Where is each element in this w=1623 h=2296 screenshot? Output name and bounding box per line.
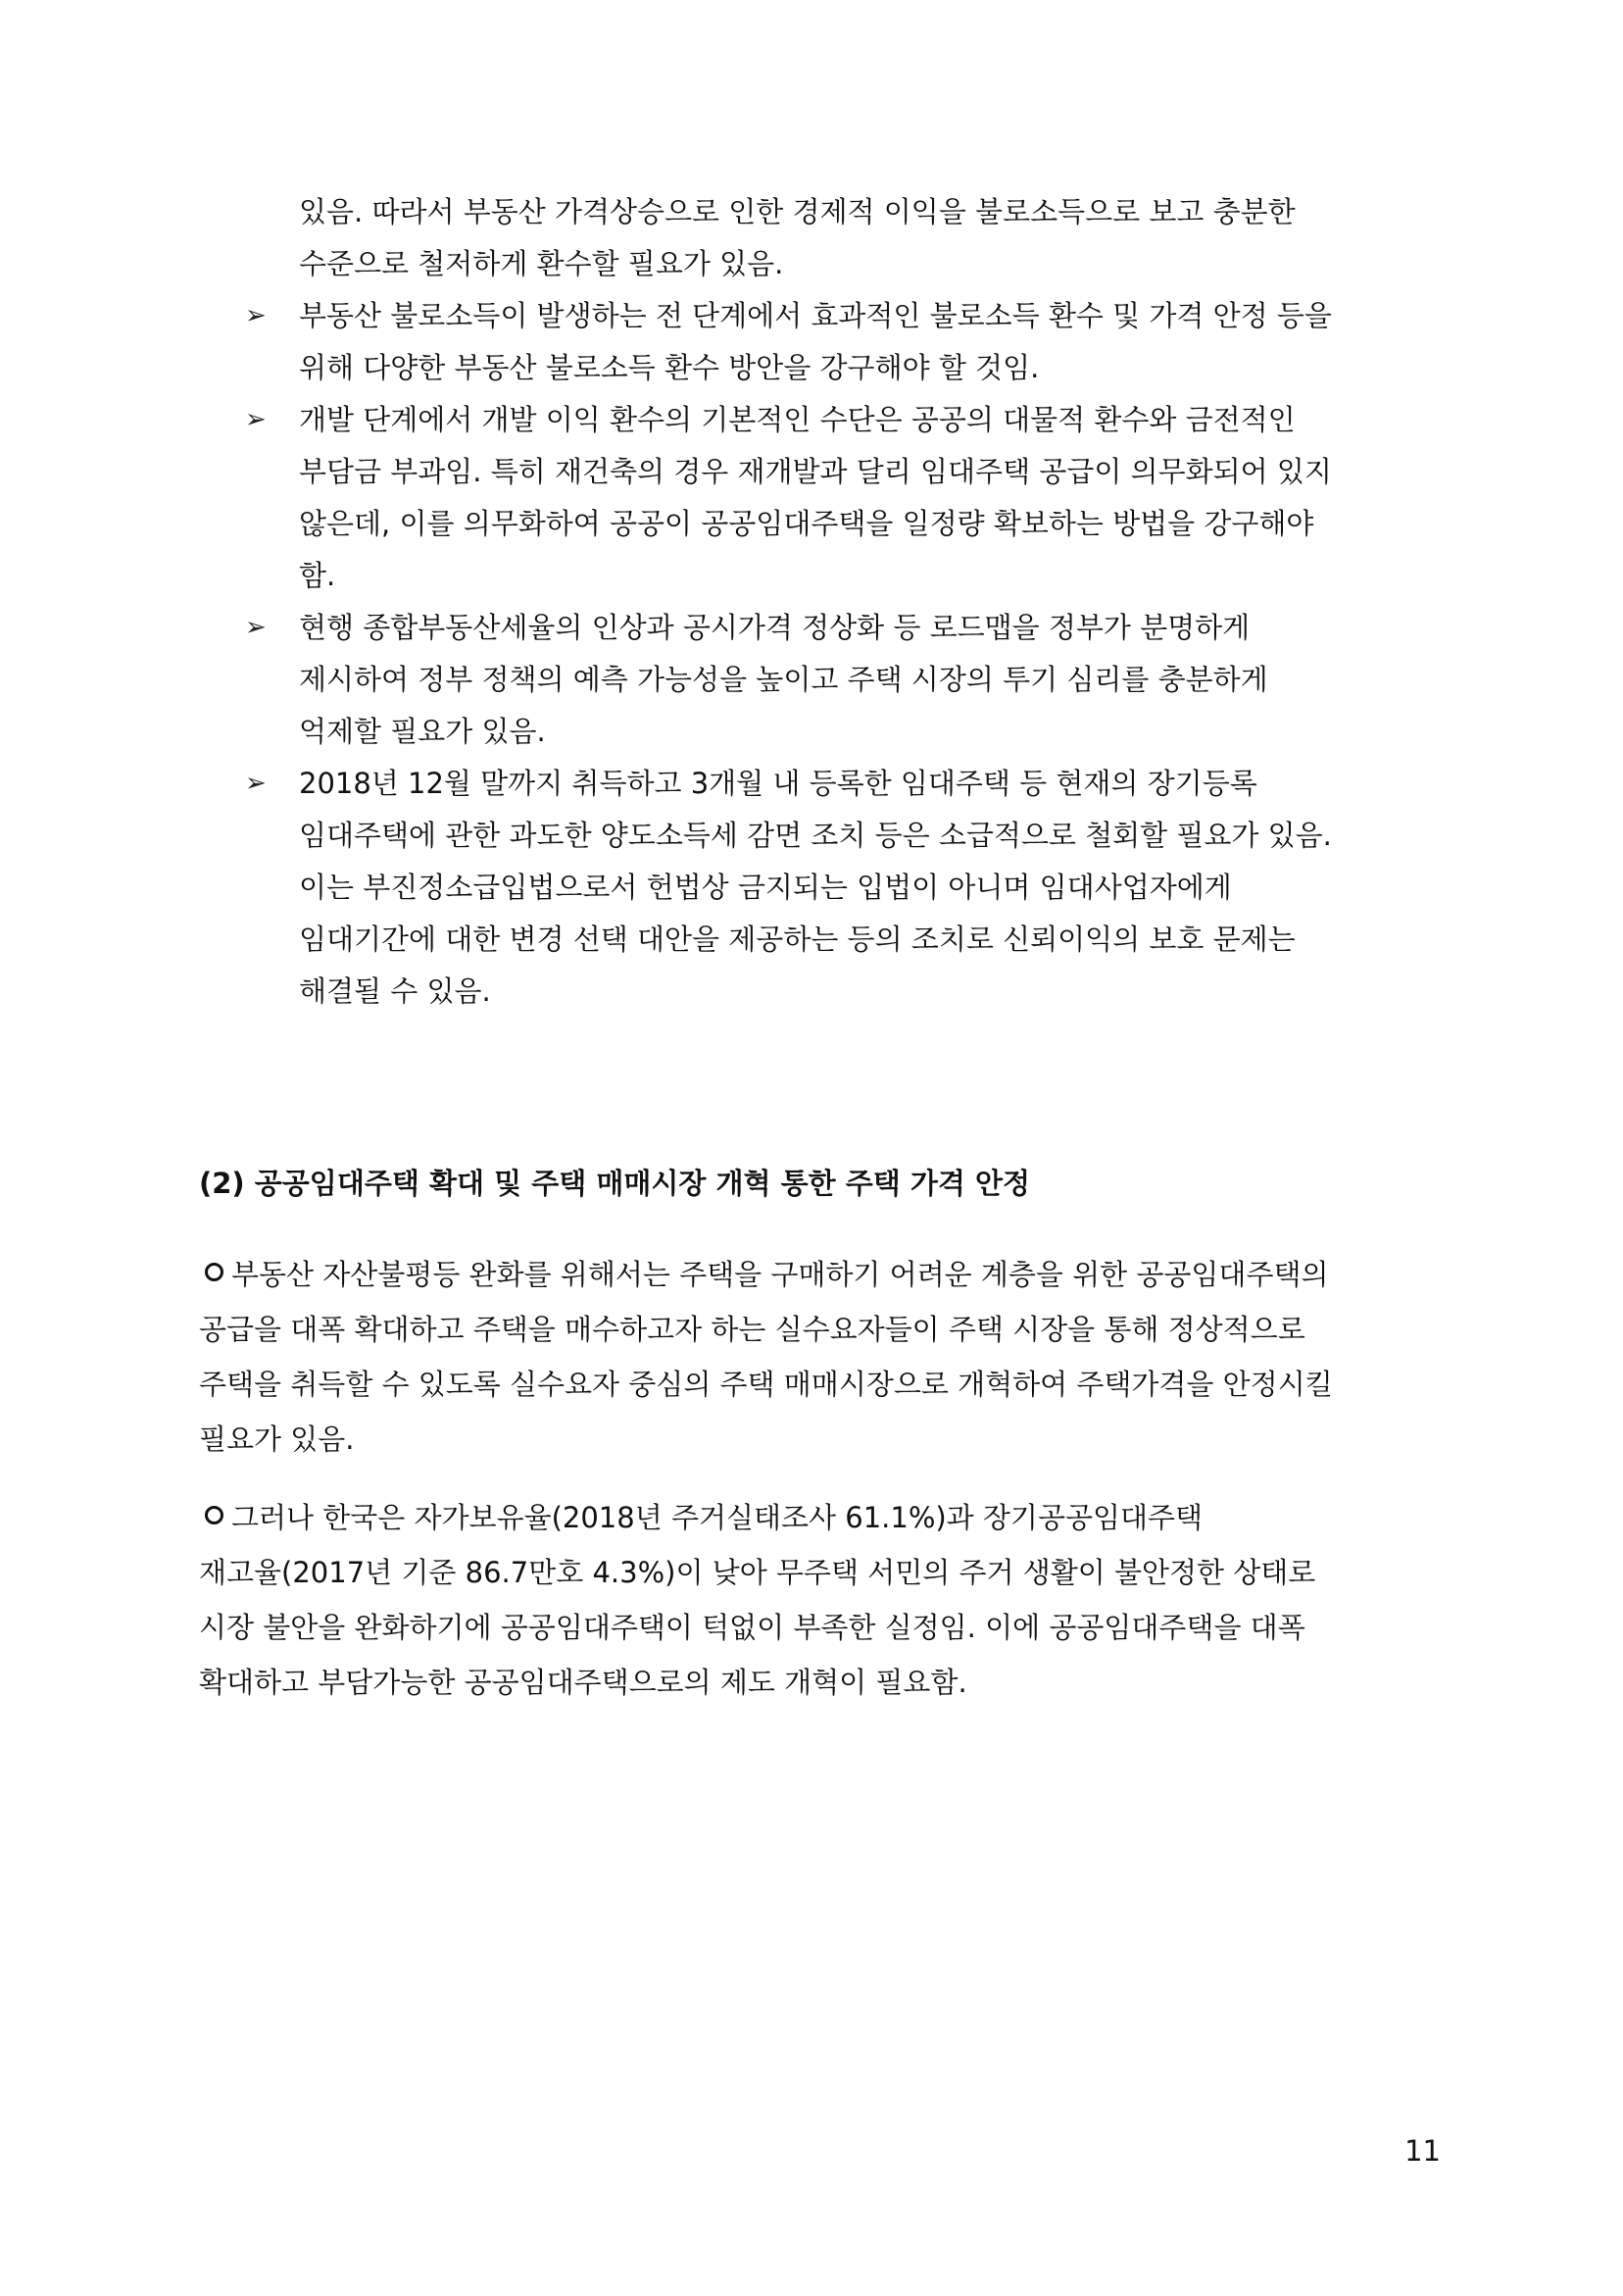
text-line: 함.: [299, 559, 336, 592]
circle-bullet-icon: [205, 1263, 223, 1281]
text-line: 임대주택에 관한 과도한 양도소득세 감면 조치 등은 소급적으로 철회할 필요가 있음.: [299, 819, 1332, 852]
arrow-bullet-icon: ➢: [245, 613, 267, 642]
bullet-item: [245, 758, 1436, 1018]
text-line: 재고율(2017년 기준 86.7만호 4.3%)이 낮아 무주택 서민의 주거 생활이 불안정한 상태로: [199, 1556, 1316, 1589]
bullet-item: [245, 290, 1436, 394]
text-line: 2018년 12월 말까지 취득하고 3개월 내 등록한 임대주택 등 현재의 장기등록: [299, 767, 1257, 800]
bullet-item: [245, 602, 1436, 758]
arrow-bullet-icon: ➢: [245, 405, 267, 434]
section-heading: (2) 공공임대주택 확대 및 주택 매매시장 개혁 통한 주택 가격 안정: [199, 1167, 1030, 1200]
page-number: 11: [1404, 2134, 1441, 2168]
text-span: 그러나 한국은 자가보유율(2018년 주거실태조사 61.1%)과 장기공공임대주택: [231, 1501, 1204, 1534]
continuation-text: [299, 186, 1436, 290]
text-line: 이는 부진정소급입법으로서 헌법상 금지되는 입법이 아니며 임대사업자에게: [299, 871, 1232, 904]
text-line: 않은데, 이를 의무화하여 공공이 공공임대주택을 일정량 확보하는 방법을 강구해야: [299, 507, 1314, 540]
text-line: 제시하여 정부 정책의 예측 가능성을 높이고 주택 시장의 투기 심리를 충분하게: [299, 663, 1268, 696]
text-line: 부동산 불로소득이 발생하는 전 단계에서 효과적인 불로소득 환수 및 가격 안정 등을: [299, 299, 1332, 332]
paragraph: [199, 1490, 1436, 1710]
circle-bullet-icon: [205, 1506, 223, 1524]
text-line: 수준으로 철저하게 환수할 필요가 있음.: [299, 247, 784, 280]
text-line: 임대기간에 대한 변경 선택 대안을 제공하는 등의 조치로 신뢰이익의 보호 문제는: [299, 923, 1296, 956]
text-line: 공급을 대폭 확대하고 주택을 매수하고자 하는 실수요자들이 주택 시장을 통해 정상적으로: [199, 1313, 1305, 1346]
text-span: 부동산 자산불평등 완화를 위해서는 주택을 구매하기 어려운 계층을 위한 공공임대주택의: [231, 1258, 1329, 1291]
text-line: 현행 종합부동산세율의 인상과 공시가격 정상화 등 로드맵을 정부가 분명하게: [299, 611, 1251, 644]
text-line: [199, 1247, 1436, 1302]
bullet-list: [245, 290, 1436, 1018]
arrow-bullet-icon: ➢: [245, 301, 267, 330]
bullet-item: [245, 394, 1436, 602]
text-line: 개발 단계에서 개발 이익 환수의 기본적인 수단은 공공의 대물적 환수와 금전적인: [299, 403, 1296, 436]
text-line: 확대하고 부담가능한 공공임대주택으로의 제도 개혁이 필요함.: [199, 1666, 967, 1699]
text-line: 위해 다양한 부동산 불로소득 환수 방안을 강구해야 할 것임.: [299, 351, 1040, 384]
text-line: 시장 불안을 완화하기에 공공임대주택이 턱없이 부족한 실정임. 이에 공공임대주택을 대폭: [199, 1611, 1305, 1644]
text-line: [199, 1490, 1436, 1545]
paragraph: [199, 1247, 1436, 1467]
text-line: 부담금 부과임. 특히 재건축의 경우 재개발과 달리 임대주택 공급이 의무화되어 있지: [299, 455, 1332, 488]
text-line: 주택을 취득할 수 있도록 실수요자 중심의 주택 매매시장으로 개혁하여 주택가격을 안정시킬: [199, 1368, 1333, 1401]
arrow-bullet-icon: ➢: [245, 769, 267, 798]
text-line: 있음. 따라서 부동산 가격상승으로 인한 경제적 이익을 불로소득으로 보고 충분한: [299, 195, 1296, 228]
text-line: 해결될 수 있음.: [299, 974, 491, 1008]
text-line: 억제할 필요가 있음.: [299, 715, 546, 748]
text-line: 필요가 있음.: [199, 1423, 355, 1456]
